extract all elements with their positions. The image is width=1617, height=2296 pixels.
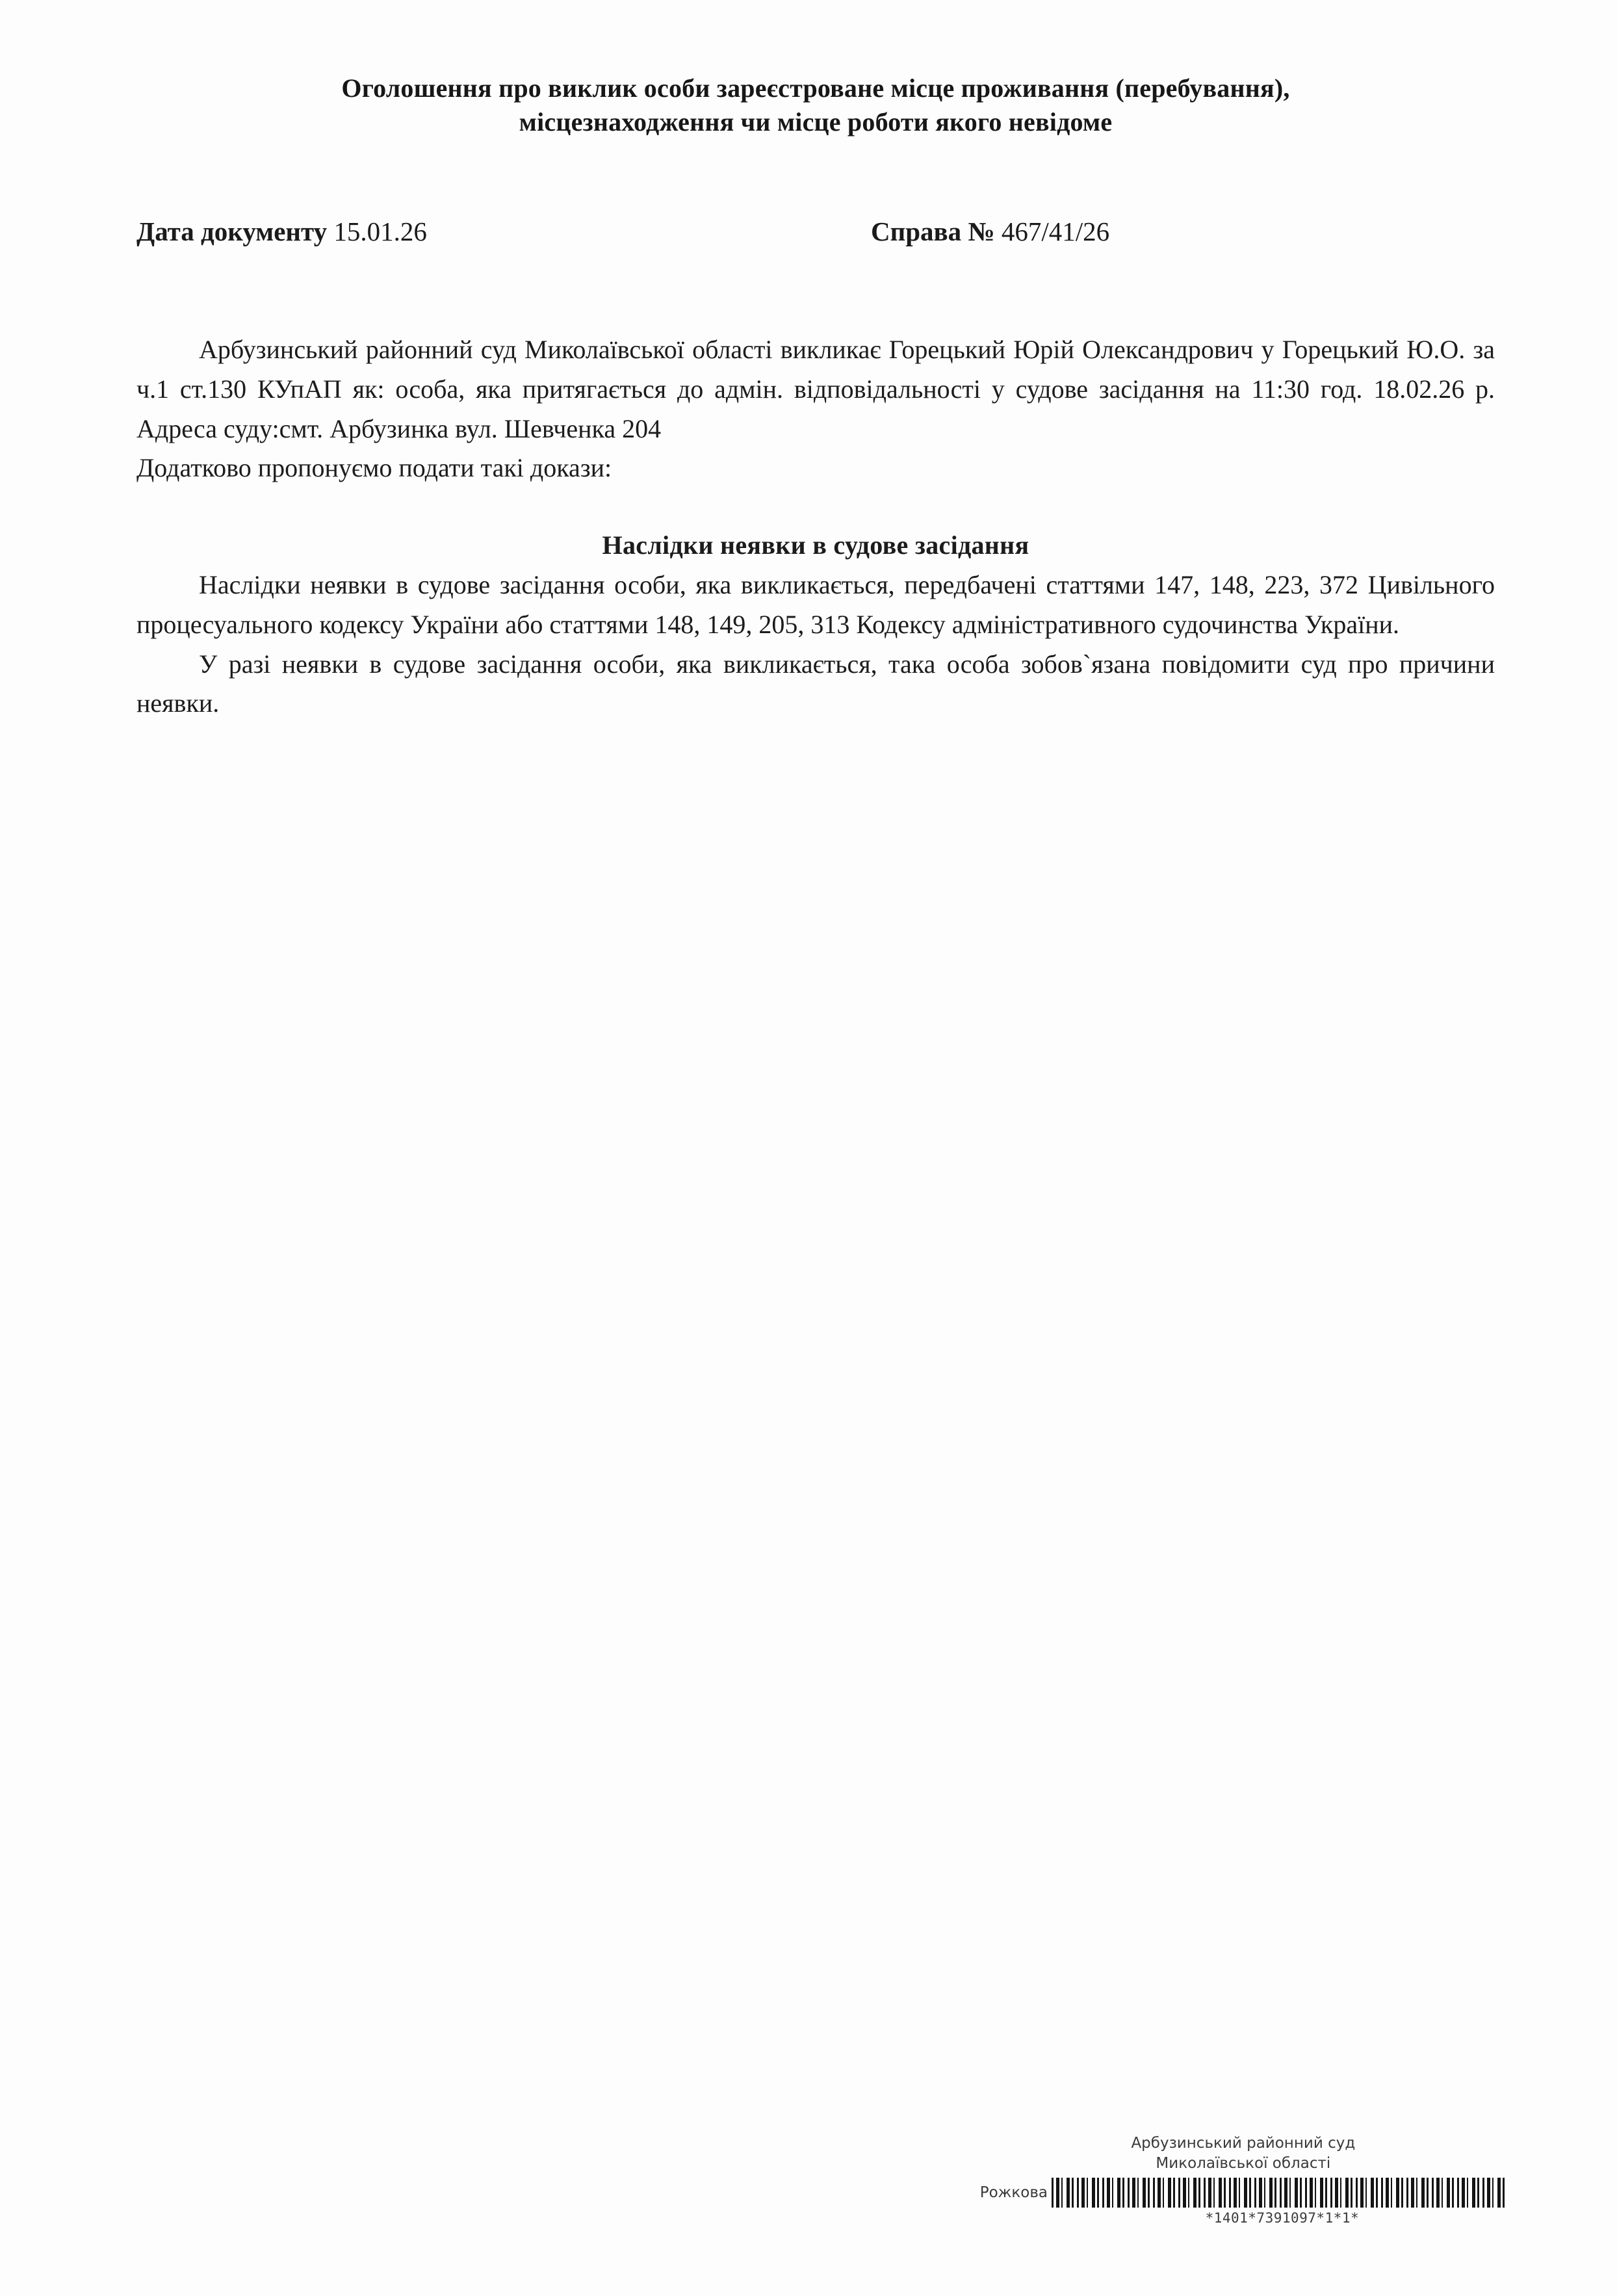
- court-name-line-1: Арбузинський районний суд: [1131, 2134, 1356, 2152]
- barcode-text: *1401*7391097*1*1*: [1205, 2210, 1360, 2226]
- document-date: [136, 216, 871, 247]
- case-number: [871, 216, 1109, 247]
- case-number-label: Справа №: [871, 216, 995, 246]
- document-meta: [136, 216, 1495, 247]
- document-content: [136, 72, 1495, 724]
- section-heading: Наслідки неявки в судове засідання: [602, 530, 1029, 560]
- body-paragraph-2: Додатково пропонуємо подати такі докази:: [136, 453, 612, 483]
- body-paragraph-4: У разі неявки в судове засідання особи, яка викликається, така особа зобов`язана повідомити суд про причини неявки.: [136, 649, 1495, 718]
- document-date-label: Дата документу: [136, 216, 328, 246]
- barcode-row: [980, 2178, 1507, 2208]
- court-stamp: [980, 2133, 1507, 2226]
- body-paragraph-1: Арбузинський районний суд Миколаївської області викликає Горецький Юрій Олександрович у Горецький Ю.О. за ч.1 ст.130 КУпАП як: особа, яка притягається до адмін. відповідальності у судове засідання на 11:30 год. 18.02.26 р. Адреса суду:смт. Арбузинка вул. Шевченка 204: [136, 335, 1495, 443]
- page-title-line-2: місцезнаходження чи місце роботи якого невідоме: [519, 107, 1113, 137]
- page-title: [205, 72, 1427, 139]
- barcode-image: [1052, 2178, 1507, 2208]
- document-body: [136, 330, 1495, 724]
- page-title-line-1: Оголошення про виклик особи зареєстроване місце проживання (перебування),: [341, 73, 1290, 103]
- court-name-line-2: Миколаївської області: [1156, 2154, 1331, 2172]
- document-date-value: 15.01.26: [333, 216, 427, 246]
- signer-name: Рожкова: [979, 2184, 1048, 2201]
- case-number-value: 467/41/26: [1001, 216, 1110, 246]
- body-paragraph-3: Наслідки неявки в судове засідання особи, яка викликається, передбачені статтями 147, 148, 223, 372 Цивільного процесуального кодексу України або статтями 148, 149, 205, 313 Кодексу адміністративного судочинства України.: [136, 569, 1495, 639]
